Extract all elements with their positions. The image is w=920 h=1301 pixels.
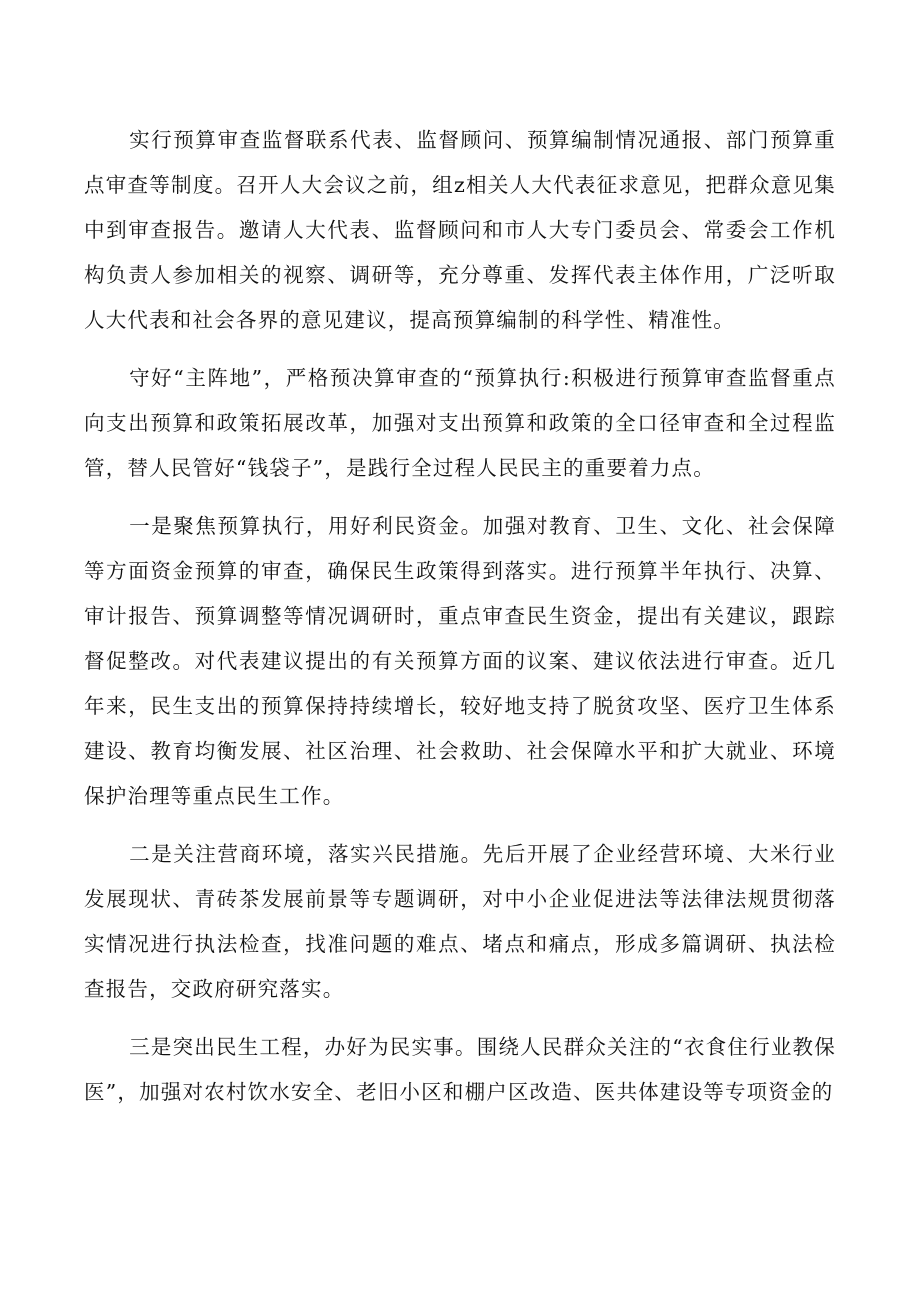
document-page <box>84 118 836 1128</box>
paragraph-business-environment: 二是关注营商环境，落实兴民措施。先后开展了企业经营环境、大米行业发展现状、青砖茶发展前景等专题调研，对中小企业促进法等法律法规贯彻落实情况进行执法检查，找准问题的难点、堵点和痛点，形成多篇调研、执法检查报告，交政府研究落实。 <box>84 842 836 1001</box>
paragraph-budget-review-system: 实行预算审查监督联系代表、监督顾问、预算编制情况通报、部门预算重点审查等制度。召开人大会议之前，组z相关人大代表征求意见，把群众意见集中到审查报告。邀请人大代表、监督顾问和市人大专门委员会、常委会工作机构负责人参加相关的视察、调研等，充分尊重、发挥代表主体作用，广泛听取人大代表和社会各界的意见建议，提高预算编制的科学性、精准性。 <box>84 128 836 332</box>
paragraph-livelihood-projects: 三是突出民生工程，办好为民实事。围绕人民群众关注的“衣食住行业教保医”，加强对农村饮水安全、老旧小区和棚户区改造、医共体建设等专项资金的 <box>84 1035 836 1104</box>
paragraph-main-position: 守好“主阵地”，严格预决算审查的“预算执行:积极进行预算审查监督重点向支出预算和政策拓展改革，加强对支出预算和政策的全口径审查和全过程监管，替人民管好“钱袋子”，是践行全过程人民民主的重要着力点。 <box>84 366 836 480</box>
paragraph-budget-execution: 一是聚焦预算执行，用好利民资金。加强对教育、卫生、文化、社会保障等方面资金预算的审查，确保民生政策得到落实。进行预算半年执行、决算、审计报告、预算调整等情况调研时，重点审查民生资金，提出有关建议，跟踪督促整改。对代表建议提出的有关预算方面的议案、建议依法进行审查。近几年来，民生支出的预算保持持续增长，较好地支持了脱贫攻坚、医疗卫生体系建设、教育均衡发展、社区治理、社会救助、社会保障水平和扩大就业、环境保护治理等重点民生工作。 <box>84 514 836 808</box>
